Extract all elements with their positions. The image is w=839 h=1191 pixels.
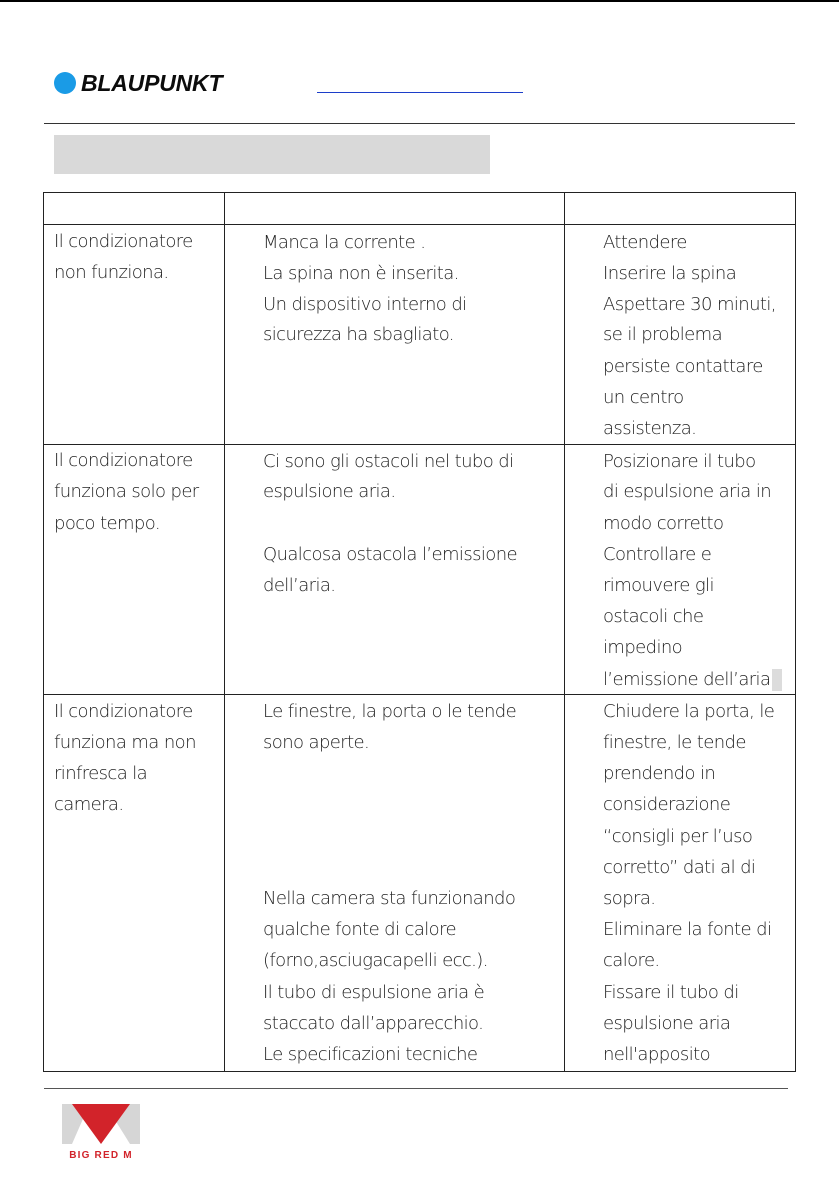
- cause-text: qualche fonte di calore: [263, 919, 456, 940]
- header-link[interactable]: [317, 92, 523, 93]
- solution-text: ostacoli che: [603, 606, 704, 627]
- cause-text: Ci sono gli ostacoli nel tubo di: [263, 451, 514, 472]
- section-title-bar: [54, 135, 490, 174]
- top-border: [0, 0, 839, 2]
- cause-text: Qualcosa ostacola l’emissione: [263, 544, 517, 565]
- solution-text: Attendere: [603, 232, 687, 253]
- cause-text: staccato dall’apparecchio.: [263, 1013, 484, 1034]
- troubleshooting-table: [43, 192, 796, 1072]
- problem-text: poco tempo.: [54, 513, 160, 534]
- cause-text: dell’aria.: [263, 575, 336, 596]
- solution-text: corretto” dati al di: [603, 857, 756, 878]
- big-red-m-logo: [62, 1102, 140, 1160]
- solution-text: di espulsione aria in: [603, 481, 772, 502]
- problem-text: funziona ma non: [54, 732, 196, 753]
- cause-text: Un dispositivo interno di: [263, 294, 467, 315]
- cause-text: (forno,asciugacapelli ecc.).: [263, 950, 488, 971]
- solution-text: considerazione: [603, 794, 731, 815]
- cause-text: sono aperte.: [263, 732, 370, 753]
- solution-text: Chiudere la porta, le: [603, 701, 775, 722]
- problem-text: Il condizionatore: [54, 701, 193, 722]
- problem-text: camera.: [54, 794, 124, 815]
- solution-text: Fissare il tubo di: [603, 982, 739, 1003]
- solution-text: Controllare e: [603, 544, 712, 565]
- cause-text: espulsione aria.: [263, 481, 396, 502]
- solution-text: Eliminare la fonte di: [603, 919, 772, 940]
- problem-text: Il condizionatore: [54, 231, 193, 252]
- problem-text: funziona solo per: [54, 481, 199, 502]
- brand-logo: [54, 71, 222, 95]
- cause-text: La spina non è inserita.: [263, 263, 459, 284]
- cause-text: Le finestre, la porta o le tende: [263, 701, 517, 722]
- brand-name: BLAUPUNKT: [81, 69, 223, 96]
- solution-text: finestre, le tende: [603, 732, 746, 753]
- text-highlight: [772, 669, 782, 691]
- solution-text: prendendo in: [603, 763, 716, 784]
- solution-text: persiste contattare: [603, 356, 763, 377]
- solution-text: assistenza.: [603, 418, 697, 439]
- header-row-divider: [44, 224, 795, 225]
- solution-text: se il problema: [603, 324, 723, 345]
- header-divider: [44, 123, 795, 124]
- solution-text: l’emissione dell’aria: [603, 669, 771, 690]
- column-divider: [564, 193, 565, 1071]
- footer-divider: [44, 1088, 788, 1089]
- solution-text: calore.: [603, 950, 660, 971]
- cause-text: Le specificazioni tecniche: [263, 1044, 478, 1065]
- problem-text: rinfresca la: [54, 763, 148, 784]
- solution-text: sopra.: [603, 888, 656, 909]
- problem-text: non funziona.: [54, 262, 169, 283]
- solution-text: nell'apposito: [603, 1044, 710, 1065]
- cause-text: Nella camera sta funzionando: [263, 888, 516, 909]
- solution-text: impedino: [603, 637, 683, 658]
- row-divider: [44, 444, 795, 445]
- solution-text: Posizionare il tubo: [603, 451, 756, 472]
- problem-text: Il condizionatore: [54, 450, 193, 471]
- logo-text: BIG RED M: [69, 1150, 133, 1160]
- solution-text: “consigli per l’uso: [603, 826, 753, 847]
- solution-text: modo corretto: [603, 513, 724, 534]
- solution-text: espulsione aria: [603, 1013, 731, 1034]
- brand-dot-icon: [54, 72, 76, 94]
- solution-text: Inserire la spina: [603, 263, 737, 284]
- row-divider: [44, 694, 795, 695]
- cause-text: Il tubo di espulsione aria è: [263, 982, 485, 1003]
- column-divider: [224, 193, 225, 1071]
- solution-text: Aspettare 30 minuti,: [603, 294, 776, 315]
- solution-text: rimouvere gli: [603, 575, 714, 596]
- cause-text: sicurezza ha sbagliato.: [263, 324, 454, 345]
- solution-text: un centro: [603, 387, 684, 408]
- cause-text: Manca la corrente .: [263, 232, 426, 253]
